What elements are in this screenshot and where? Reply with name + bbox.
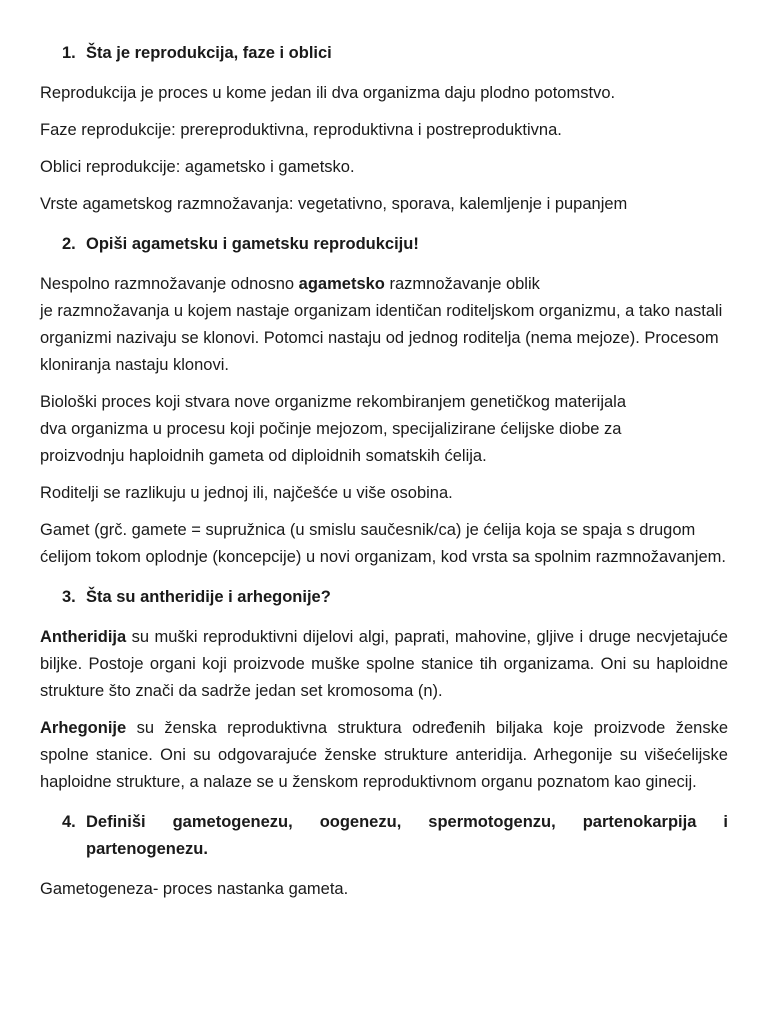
section-2-p1-rest: je razmnožavanja u kojem nastaje organizam identičan roditeljskom organizmu, a tako nastali organizmi nazivaju se klonovi. Potomci nastaju od jednog roditelja (nema mejoze). Procesom kloniranja nastaju klonovi. [40, 302, 723, 374]
section-1-heading [40, 40, 728, 67]
section-2-p2-line2: dva organizma u procesu koji počinje mejozom, specijalizirane ćelijske diobe za [40, 420, 622, 438]
section-3-p1-bold: Antheridija [40, 628, 127, 646]
section-2-heading [40, 231, 728, 258]
section-2-paragraph-1 [40, 271, 728, 379]
section-3-p1-rest: su muški reproduktivni dijelovi algi, paprati, mahovine, gljive i druge necvjetajuće biljke. Postoje organi koji proizvode muške spolne stanice tih organizama. Oni su haploidne strukture što znači da sadrže jedan set kromosoma (n). [40, 628, 728, 700]
section-2-paragraph-4: Gamet (grč. gamete = supružnica (u smislu saučesnik/ca) je ćelija koja se spaja s drugom ćelijom tokom oplodnje (koncepcije) u novi organizam, kod vrsta sa spolnim razmnožavanjem. [40, 521, 726, 566]
section-3-p2-bold: Arhegonije [40, 719, 127, 737]
section-1-number: 1. [62, 44, 76, 62]
section-3-title: Šta su antheridije i arhegonije? [86, 588, 331, 606]
section-4-number: 4. [62, 813, 76, 831]
section-2-p2-line1: Biološki proces koji stvara nove organizme rekombiranjem genetičkog materijala [40, 393, 627, 411]
section-2-paragraph-3: Roditelji se razlikuju u jednoj ili, najčešće u više osobina. [40, 484, 453, 502]
section-1-paragraph-3: Oblici reprodukcije: agametsko i gametsko. [40, 158, 355, 176]
section-3-paragraph-2 [40, 715, 728, 796]
section-2-number: 2. [62, 235, 76, 253]
section-2-p2-line3: proizvodnju haploidnih gameta od diploidnih somatskih ćelija. [40, 447, 487, 465]
section-1-paragraph-1: Reprodukcija je proces u kome jedan ili dva organizma daju plodno potomstvo. [40, 84, 616, 102]
section-3-number: 3. [62, 588, 76, 606]
section-3-heading [40, 584, 728, 611]
section-4-title: Definiši gametogenezu, oogenezu, spermotogenzu, partenokarpija i partenogenezu. [86, 813, 728, 858]
section-1-paragraph-4: Vrste agametskog razmnožavanja: vegetativno, sporava, kalemljenje i pupanjem [40, 195, 628, 213]
section-4-paragraph-1: Gametogeneza- proces nastanka gameta. [40, 880, 349, 898]
section-4-heading [40, 809, 728, 863]
section-3-p2-rest: su ženska reproduktivna struktura određenih biljaka koje proizvode ženske spolne stanice. Oni su odgovarajuće ženske strukture anteridija. Arhegonije su višećelijske haploidne strukture, a nalaze se u ženskom reproduktivnom organu poznatom kao ginecij. [40, 719, 728, 791]
section-2-p1-before: Nespolno razmnožavanje odnosno [40, 275, 299, 293]
section-1-title: Šta je reprodukcija, faze i oblici [86, 44, 332, 62]
section-1-paragraph-2: Faze reprodukcije: prereproduktivna, reproduktivna i postreproduktivna. [40, 121, 562, 139]
section-2-paragraph-2 [40, 389, 728, 470]
section-2-p1-after: razmnožavanje oblik [384, 275, 540, 293]
section-2-title: Opiši agametsku i gametsku reprodukciju! [86, 235, 419, 253]
section-2-p1-bold: agametsko [298, 275, 385, 293]
section-3-paragraph-1 [40, 624, 728, 705]
